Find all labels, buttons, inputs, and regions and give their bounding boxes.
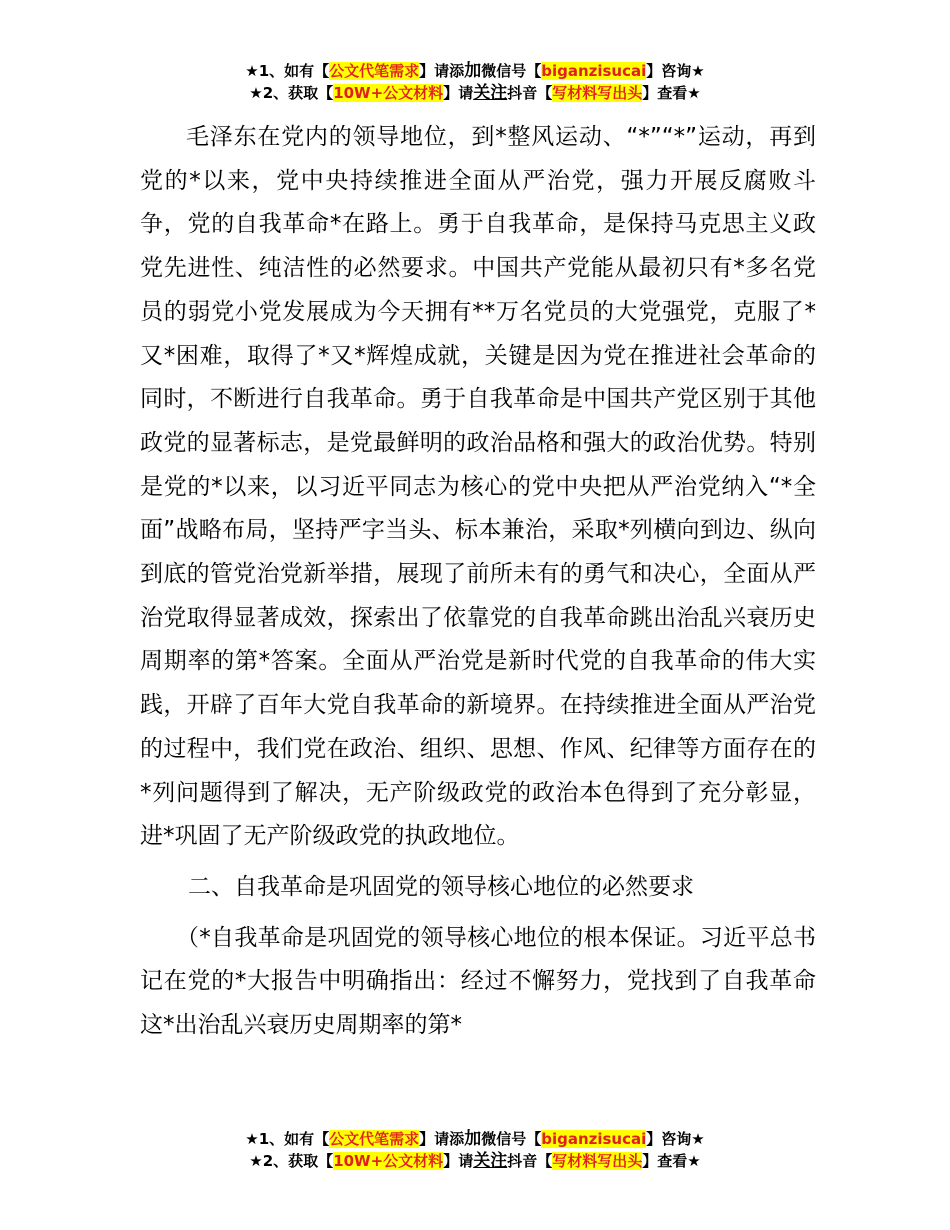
section-heading-2: 二、自我革命是巩固党的领导核心地位的必然要求 [188,873,694,900]
banner-text: 微信号【 [481,1130,542,1148]
banner-text: 】咨询★ [646,1130,705,1148]
header-banner [0,60,950,104]
banner-text: 】请添 [419,62,465,80]
banner-emphasis: 加 [464,1129,482,1149]
banner-text: ★1、如有【 [245,1130,330,1148]
banner-highlight: biganzisucai [541,62,647,80]
banner-highlight: 10W+公文材料 [333,1152,444,1170]
banner-highlight: 写材料写出头 [552,1152,643,1170]
banner-text: 抖音【 [507,84,553,102]
banner-text: 】请添 [419,1130,465,1148]
banner-line-2 [0,1150,950,1172]
banner-line-2 [0,82,950,104]
banner-text: ★2、获取【 [249,84,334,102]
banner-text: 】查看★ [642,1152,701,1170]
banner-text: 】请 [443,1152,474,1170]
banner-highlight: 公文代笔需求 [329,62,420,80]
body-paragraph-1: 毛泽东在党内的领导地位，到*整风运动、“*”“*”运动，再到党的*以来，党中央持续推进全面从严治党，强力开展反腐败斗争，党的自我革命*在路上。勇于自我革命，是保持马克思主义政党先进性、纯洁性的必然要求。中国共产党能从最初只有*多名党员的弱党小党发展成为今天拥有**万名党员的大党强党，克服了*又*困难，取得了*又*辉煌成就，关键是因为党在推进社会革命的同时，不断进行自我革命。勇于自我革命是中国共产党区别于其他政党的显著标志，是党最鲜明的政治品格和强大的政治优势。特别是党的*以来，以习近平同志为核心的党中央把从严治党纳入“*全面”战略布局，坚持严字当头、标本兼治，采取*列横向到边、纵向到底的管党治党新举措，展现了前所未有的勇气和决心，全面从严治党取得显著成效，探索出了依靠党的自我革命跳出治乱兴衰历史周期率的第*答案。全面从严治党是新时代党的自我革命的伟大实践，开辟了百年大党自我革命的新境界。在持续推进全面从严治党的过程中，我们党在政治、组织、思想、作风、纪律等方面存在的*列问题得到了解决，无产阶级政党的政治本色得到了充分彰显，进*巩固了无产阶级政党的执政地位。 [140,124,816,850]
banner-line-1 [0,1128,950,1150]
body-paragraph-2: （*自我革命是巩固党的领导核心地位的根本保证。习近平总书记在党的*大报告中明确指出：经过不懈努力，党找到了自我革命这*出治乱兴衰历史周期率的第* [140,924,816,1039]
banner-text: 抖音【 [507,1152,553,1170]
banner-highlight: 公文代笔需求 [329,1130,420,1148]
banner-emphasis: 加 [464,61,482,81]
banner-text: ★2、获取【 [249,1152,334,1170]
banner-text: ★1、如有【 [245,62,330,80]
banner-text: 】请 [443,84,474,102]
banner-text: 微信号【 [481,62,542,80]
banner-highlight: biganzisucai [541,1130,647,1148]
banner-emphasis: 关注 [473,1151,508,1171]
banner-highlight: 10W+公文材料 [333,84,444,102]
banner-emphasis: 关注 [473,83,508,103]
banner-highlight: 写材料写出头 [552,84,643,102]
banner-text: 】咨询★ [646,62,705,80]
banner-line-1 [0,60,950,82]
banner-text: 】查看★ [642,84,701,102]
document-body [140,116,816,1048]
footer-banner [0,1128,950,1172]
